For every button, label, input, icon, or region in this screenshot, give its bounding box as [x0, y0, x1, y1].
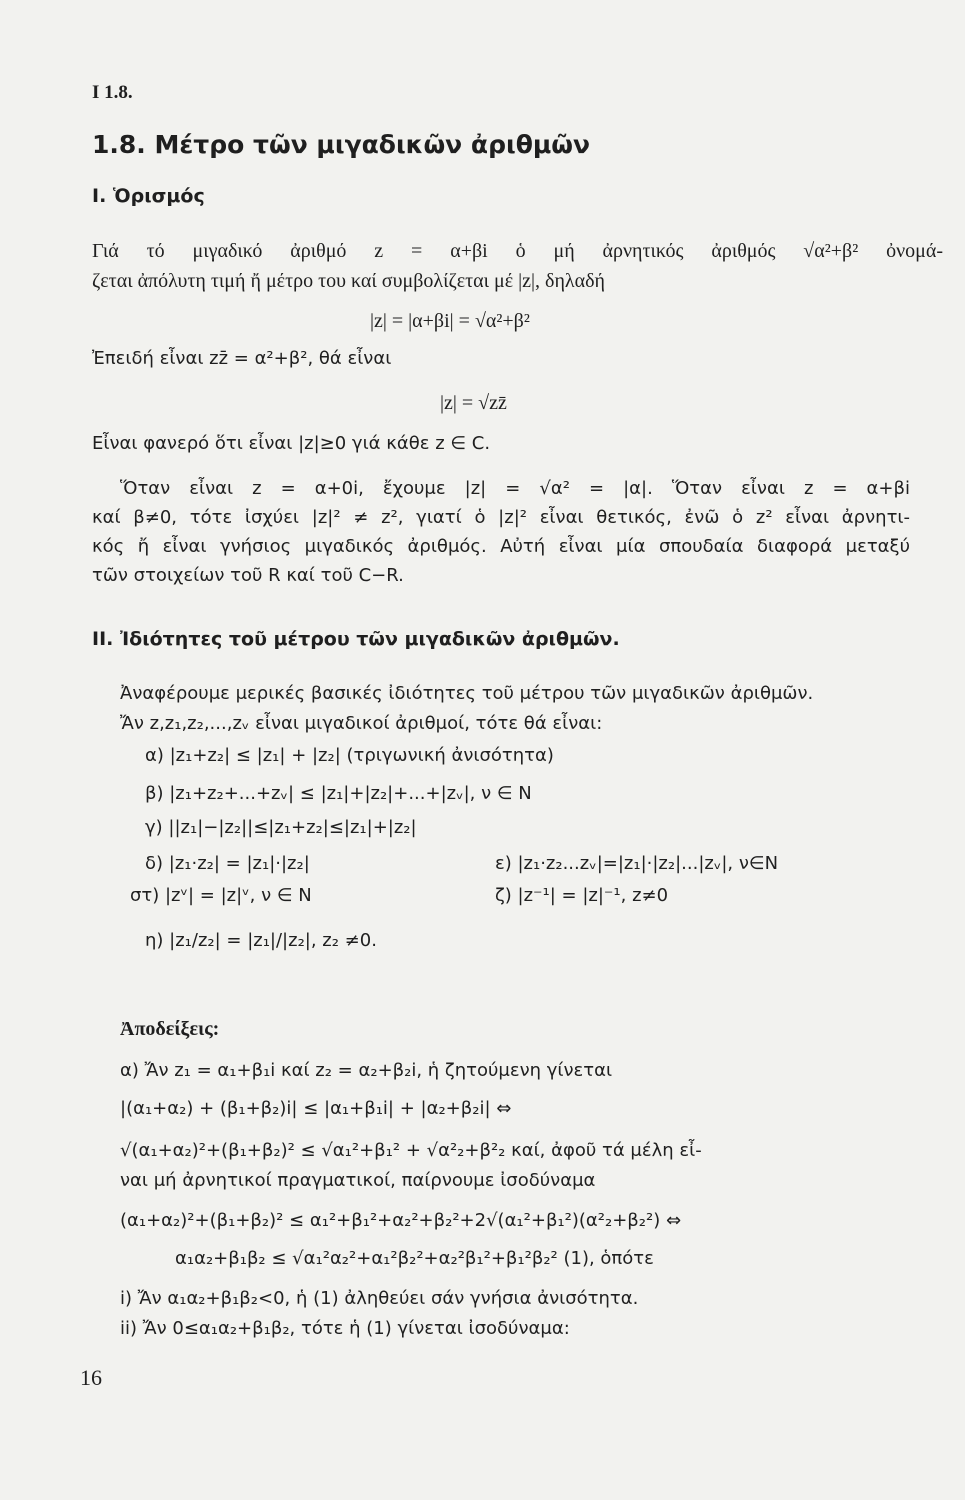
page-number: 16	[80, 1365, 102, 1390]
property-item: α) |z₁+z₂| ≤ |z₁| + |z₂| (τριγωνική ἀνισότητα)	[145, 745, 554, 766]
proof-line: ναι μή ἀρνητικοί πραγματικοί, παίρνουμε ἰσοδύναμα	[120, 1170, 596, 1191]
definition-line: Ὅταν εἶναι z = α+0i, ἔχουμε |z| = √α² = |α|. Ὅταν εἶναι z = α+βi	[120, 478, 910, 499]
definition-line: τῶν στοιχείων τοῦ R καί τοῦ C−R.	[92, 565, 404, 586]
property-item: η) |z₁/z₂| = |z₁|/|z₂|, z₂ ≠0.	[145, 930, 377, 951]
definition-line: κός ἤ εἶναι γνήσιος μιγαδικός ἀριθμός. Αὐτή εἶναι μία σπουδαία διαφορά μεταξύ	[92, 536, 910, 557]
properties-intro: Ἀναφέρουμε μερικές βασικές ἰδιότητες τοῦ μέτρου τῶν μιγαδικῶν ἀριθμῶν.	[120, 683, 814, 704]
properties-intro: Ἄν z,z₁,z₂,...,zᵥ εἶναι μιγαδικοί ἀριθμοί, τότε θά εἶναι:	[120, 713, 603, 734]
definition-line: Γιά τό μιγαδικό ἀριθμό z = α+βi ὁ μή ἀρνητικός ἀριθμός √α²+β² ὀνομά-	[92, 240, 943, 262]
definition-line: Ἐπειδή εἶναι zz̄ = α²+β², θά εἶναι	[92, 348, 392, 369]
properties-heading: II. Ἰδιότητες τοῦ μέτρου τῶν μιγαδικῶν ἀριθμῶν.	[92, 628, 620, 650]
definition-line: καί β≠0, τότε ἰσχύει |z|² ≠ z², γιατί ὁ |z|² εἶναι θετικός, ἐνῶ ὁ z² εἶναι ἀρνητι-	[92, 507, 910, 528]
proof-line: (α₁+α₂)²+(β₁+β₂)² ≤ α₁²+β₁²+α₂²+β₂²+2√(α₁²+β₁²)(α²₂+β₂²) ⇔	[120, 1210, 682, 1231]
proof-line: |(α₁+α₂) + (β₁+β₂)i| ≤ |α₁+β₁i| + |α₂+β₂i| ⇔	[120, 1098, 512, 1119]
property-item: β) |z₁+z₂+...+zᵥ| ≤ |z₁|+|z₂|+...+|zᵥ|, ν ∈ N	[145, 783, 532, 804]
definition-line: ζεται ἀπόλυτη τιμή ἤ μέτρο του καί συμβολίζεται μέ |z|, δηλαδή	[92, 270, 605, 292]
definition-heading: I. Ὁρισμός	[92, 185, 205, 207]
proof-line: α) Ἄν z₁ = α₁+β₁i καί z₂ = α₂+β₂i, ἡ ζητούμενη γίνεται	[120, 1060, 613, 1081]
property-item: στ) |zᵛ| = |z|ᵛ, ν ∈ N	[130, 885, 312, 906]
equation: |z| = √zz̄	[440, 392, 507, 414]
property-item: δ) |z₁·z₂| = |z₁|·|z₂|	[145, 853, 310, 874]
proof-line: √(α₁+α₂)²+(β₁+β₂)² ≤ √α₁²+β₁² + √α²₂+β²₂ καί, ἀφοῦ τά μέλη εἶ-	[120, 1140, 702, 1161]
proof-line: ii) Ἄν 0≤α₁α₂+β₁β₂, τότε ἡ (1) γίνεται ἰσοδύναμα:	[120, 1318, 570, 1339]
equation: |z| = |α+βi| = √α²+β²	[370, 310, 530, 332]
proofs-label: Ἀποδείξεις:	[120, 1018, 220, 1040]
section-title: 1.8. Μέτρο τῶν μιγαδικῶν ἀριθμῶν	[92, 130, 591, 159]
property-item: ζ) |z⁻¹| = |z|⁻¹, z≠0	[495, 885, 669, 906]
property-item: ε) |z₁·z₂...zᵥ|=|z₁|·|z₂|...|zᵥ|, ν∈N	[495, 853, 779, 874]
proof-line: α₁α₂+β₁β₂ ≤ √α₁²α₂²+α₁²β₂²+α₂²β₁²+β₁²β₂² (1), ὁπότε	[175, 1248, 654, 1269]
section-reference: I 1.8.	[92, 82, 133, 103]
definition-line: Εἶναι φανερό ὅτι εἶναι |z|≥0 γιά κάθε z ∈ C.	[92, 433, 491, 454]
proof-line: i) Ἄν α₁α₂+β₁β₂<0, ἡ (1) ἀληθεύει σάν γνήσια ἀνισότητα.	[120, 1288, 639, 1309]
property-item: γ) ||z₁|−|z₂||≤|z₁+z₂|≤|z₁|+|z₂|	[145, 817, 417, 838]
